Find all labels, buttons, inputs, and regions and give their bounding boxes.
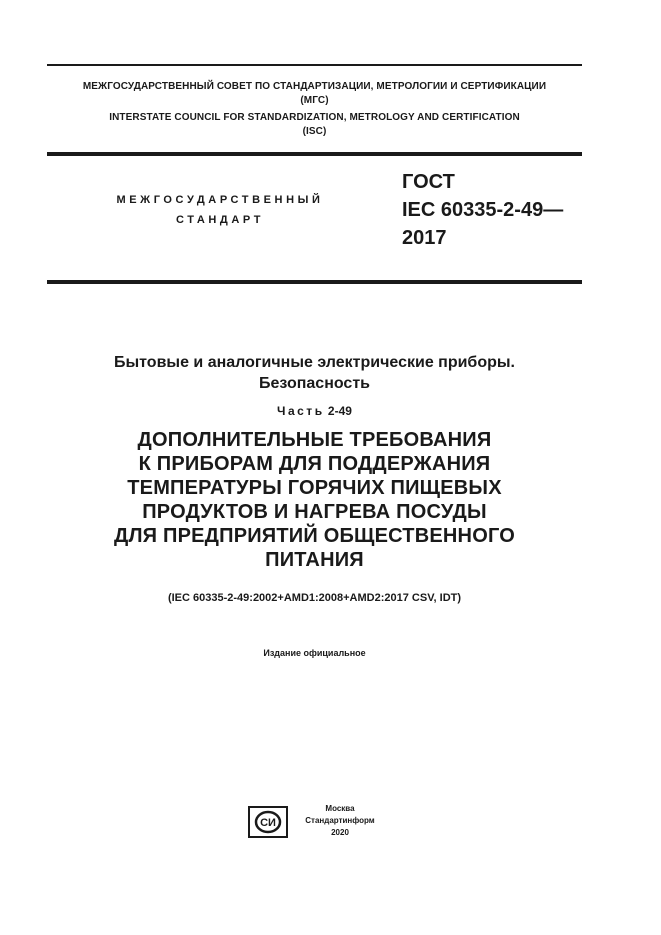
council-ru-name: МЕЖГОСУДАРСТВЕННЫЙ СОВЕТ ПО СТАНДАРТИЗАЦИИ, МЕТРОЛОГИИ И СЕРТИФИКАЦИИ (82, 81, 547, 92)
subject-line2: Безопасность (259, 375, 370, 392)
publisher-info (300, 803, 380, 839)
council-en (47, 111, 582, 139)
council-ru-abbr: (МГС) (300, 95, 329, 106)
publisher-city: Москва (325, 804, 355, 813)
part-heading (47, 404, 582, 418)
publisher-name: Стандартинформ (305, 816, 375, 825)
standard-label (90, 190, 350, 230)
header-divider (47, 152, 582, 156)
subject (47, 352, 582, 394)
council-ru (47, 80, 582, 108)
standard-label-line2: СТАНДАРТ (175, 214, 265, 226)
iec-reference: (IEC 60335-2-49:2002+AMD1:2008+AMD2:2017 CSV, IDT) (167, 592, 462, 604)
subject-line1: Бытовые и аналогичные электрические приборы. (114, 354, 515, 371)
main-title (47, 428, 582, 572)
top-rule (47, 64, 582, 66)
gost-code (402, 168, 563, 252)
main-title-line: ТЕМПЕРАТУРЫ ГОРЯЧИХ ПИЩЕВЫХ (127, 477, 502, 499)
part-number: 2-49 (327, 404, 352, 418)
council-en-name: INTERSTATE COUNCIL FOR STANDARDIZATION, METROLOGY AND CERTIFICATION (109, 112, 520, 123)
main-title-line: К ПРИБОРАМ ДЛЯ ПОДДЕРЖАНИЯ (138, 453, 491, 475)
part-label: Часть (277, 404, 325, 418)
main-title-line: ДЛЯ ПРЕДПРИЯТИЙ ОБЩЕСТВЕННОГО (114, 525, 515, 547)
main-title-line: ДОПОЛНИТЕЛЬНЫЕ ТРЕБОВАНИЯ (137, 429, 492, 451)
logo-text: СИ (260, 817, 276, 829)
gost-code-line3: 2017 (402, 227, 447, 249)
gost-code-line2: IEC 60335-2-49— (402, 199, 564, 221)
publisher-year: 2020 (331, 828, 349, 837)
standartinform-logo-icon (248, 806, 288, 838)
gost-code-line1: ГОСТ (402, 171, 455, 193)
standard-label-line1: МЕЖГОСУДАРСТВЕННЫЙ (116, 194, 324, 206)
council-en-abbr: (ISC) (302, 126, 327, 137)
title-divider (47, 280, 582, 284)
edition-label: Издание официальное (263, 648, 366, 658)
main-title-line: ПРОДУКТОВ И НАГРЕВА ПОСУДЫ (142, 501, 487, 523)
main-title-line: ПИТАНИЯ (265, 549, 364, 571)
